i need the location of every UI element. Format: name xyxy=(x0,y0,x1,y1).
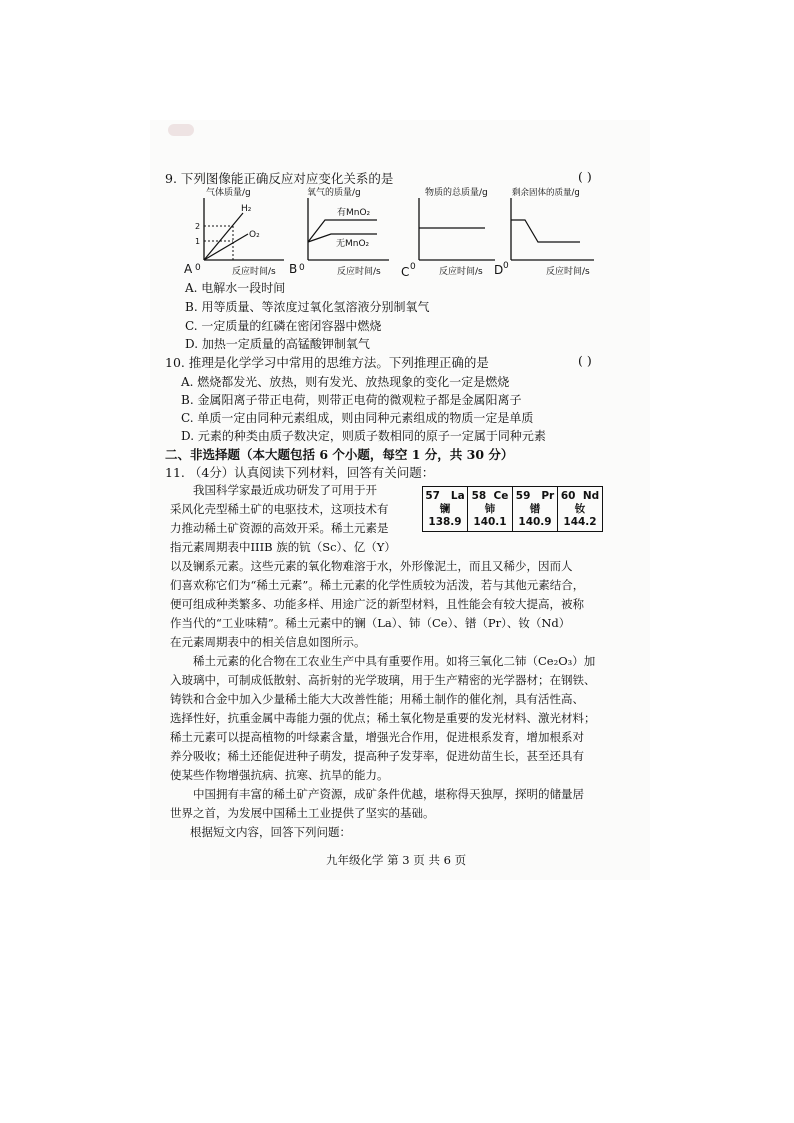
element-cell-la: 57 La 镧 138.9 xyxy=(423,487,468,532)
graph-d-svg xyxy=(494,186,604,278)
graph-a-svg xyxy=(180,186,290,278)
q11-p1-line-2: 采风化壳型稀土矿的电驱技术，这项技术有 xyxy=(170,502,389,516)
q9-stem: 9. 下列图像能正确反应对应变化关系的是 xyxy=(165,171,394,186)
graph-a-line-h2 xyxy=(204,213,243,260)
graph-d-origin: 0 xyxy=(503,261,509,271)
graph-a-label-o2: O₂ xyxy=(249,230,260,240)
graph-b-origin: 0 xyxy=(299,263,305,273)
graph-c-origin: 0 xyxy=(410,262,416,272)
graph-d-line xyxy=(511,220,580,242)
element-cell-ce: 58 Ce 铈 140.1 xyxy=(468,487,513,532)
graph-c-ylabel: 物质的总质量/g xyxy=(425,188,488,198)
graph-b-ylabel: 氧气的质量/g xyxy=(307,188,361,198)
q10-option-d: D. 元素的种类由质子数决定，则质子数相同的原子一定属于同种元素 xyxy=(181,429,546,443)
q11-p3-line-1: 中国拥有丰富的稀土矿产资源，成矿条件优越，堪称得天独厚，探明的储量居 xyxy=(193,787,584,801)
q11-p2-line-5: 稀土元素可以提高植物的叶绿素含量，增强光合作用，促进根系发育，增加根系对 xyxy=(170,730,584,744)
q9-answer-bracket: ( ) xyxy=(578,169,592,184)
q11-p2-line-2: 入玻璃中，可制成低散射、高折射的光学玻璃，用于生产精密的光学器材；在钢铁、 xyxy=(170,673,596,687)
q11-stem: 11. （4分）认真阅读下列材料，回答有关问题： xyxy=(165,465,435,480)
q11-p1-line-4: 指元素周期表中IIIB 族的钪（Sc）、亿（Y） xyxy=(170,540,396,554)
q11-p3-line-2: 世界之首，为发展中国稀土工业提供了坚实的基础。 xyxy=(170,806,435,820)
q11-p1-line-8: 作当代的“工业味精”。稀土元素中的镧（La）、铈（Ce）、镨（Pr）、钕（Nd） xyxy=(170,616,571,630)
q10-option-b: B. 金属阳离子带正电荷，则带正电荷的微观粒子都是金属阳离子 xyxy=(181,393,522,407)
q11-p1-line-5: 以及镧系元素。这些元素的氧化物难溶于水，外形像泥土，而且又稀少，因而人 xyxy=(170,559,573,573)
q9-option-b: B. 用等质量、等浓度过氧化氢溶液分别制氧气 xyxy=(185,300,430,314)
q11-p2-line-4: 选择性好，抗重金属中毒能力强的优点；稀土氧化物是重要的发光材料、激光材料； xyxy=(170,711,596,725)
graph-a-tick-2: 2 xyxy=(195,222,201,231)
q11-p2-line-3: 铸铁和合金中加入少量稀土能大大改善性能；用稀土制作的催化剂，具有活性高、 xyxy=(170,692,584,706)
graph-b-xlabel: 反应时间/s xyxy=(337,267,381,277)
graph-a-origin: 0 xyxy=(195,263,201,273)
graph-a-ylabel: 气体质量/g xyxy=(206,188,251,198)
graph-d-ylabel: 剩余固体的质量/g xyxy=(512,188,580,198)
q9-option-d: D. 加热一定质量的高锰酸钾制氧气 xyxy=(185,337,370,351)
q11-p1-line-1: 我国科学家最近成功研发了可用于开 xyxy=(193,483,377,497)
q11-p1-line-6: 们喜欢称它们为“稀土元素”。稀土元素的化学性质较为活泼，若与其他元素结合， xyxy=(170,578,585,592)
graph-d-letter: D xyxy=(494,263,504,277)
q10-option-c: C. 单质一定由同种元素组成，则由同种元素组成的物质一定是单质 xyxy=(181,411,534,425)
q11-p1-line-7: 便可组成种类繁多、功能多样、用途广泛的新型材料，且性能会有较大提高，被称 xyxy=(170,597,584,611)
graph-a-label-h2: H₂ xyxy=(241,204,252,214)
q11-p1-line-9: 在元素周期表中的相关信息如图所示。 xyxy=(170,635,366,649)
element-info-table xyxy=(422,486,603,532)
section-2-heading: 二、非选择题（本大题包括 6 个小题，每空 1 分，共 30 分） xyxy=(165,447,514,462)
graph-b-letter: B xyxy=(289,262,298,276)
graph-c-xlabel: 反应时间/s xyxy=(439,267,483,277)
q9-option-a: A. 电解水一段时间 xyxy=(185,281,286,295)
paper-smudge xyxy=(168,124,194,136)
graph-c-letter: C xyxy=(401,265,410,278)
element-cell-pr: 59 Pr 镨 140.9 xyxy=(513,487,558,532)
q10-option-a: A. 燃烧都发光、放热，则有发光、放热现象的变化一定是燃烧 xyxy=(181,375,510,389)
q10-answer-bracket: ( ) xyxy=(578,353,592,368)
q10-stem: 10. 推理是化学学习中常用的思维方法。下列推理正确的是 xyxy=(165,355,489,370)
page-footer: 九年级化学 第 3 页 共 6 页 xyxy=(326,853,467,867)
graph-b-label-with: 有MnO₂ xyxy=(337,208,371,218)
graph-d xyxy=(494,186,604,282)
q11-prompt: 根据短文内容，回答下列问题： xyxy=(190,825,351,839)
q9-option-c: C. 一定质量的红磷在密闭容器中燃烧 xyxy=(185,319,382,333)
graph-b-label-without: 无MnO₂ xyxy=(336,239,370,249)
graph-c-svg xyxy=(399,186,499,278)
graph-a xyxy=(180,186,290,282)
graph-a-line-o2 xyxy=(204,234,248,260)
graph-b-svg xyxy=(289,186,399,278)
graph-b xyxy=(289,186,399,282)
q11-p1-line-3: 力推动稀土矿资源的高效开采。稀土元素是 xyxy=(170,521,389,535)
graph-d-xlabel: 反应时间/s xyxy=(546,267,590,277)
q11-p2-line-1: 稀土元素的化合物在工农业生产中具有重要作用。如将三氧化二铈（Ce₂O₃）加 xyxy=(193,654,596,668)
graph-a-letter: A xyxy=(184,262,193,276)
graph-c xyxy=(399,186,499,282)
q11-p2-line-7: 使某些作物增强抗病、抗寒、抗旱的能力。 xyxy=(170,768,389,782)
q11-p2-line-6: 养分吸收；稀土还能促进种子萌发，提高种子发芽率，促进幼苗生长，甚至还具有 xyxy=(170,749,584,763)
graph-a-xlabel: 反应时间/s xyxy=(232,267,276,277)
graph-a-tick-1: 1 xyxy=(195,237,201,246)
element-cell-nd: 60 Nd 钕 144.2 xyxy=(558,487,603,532)
